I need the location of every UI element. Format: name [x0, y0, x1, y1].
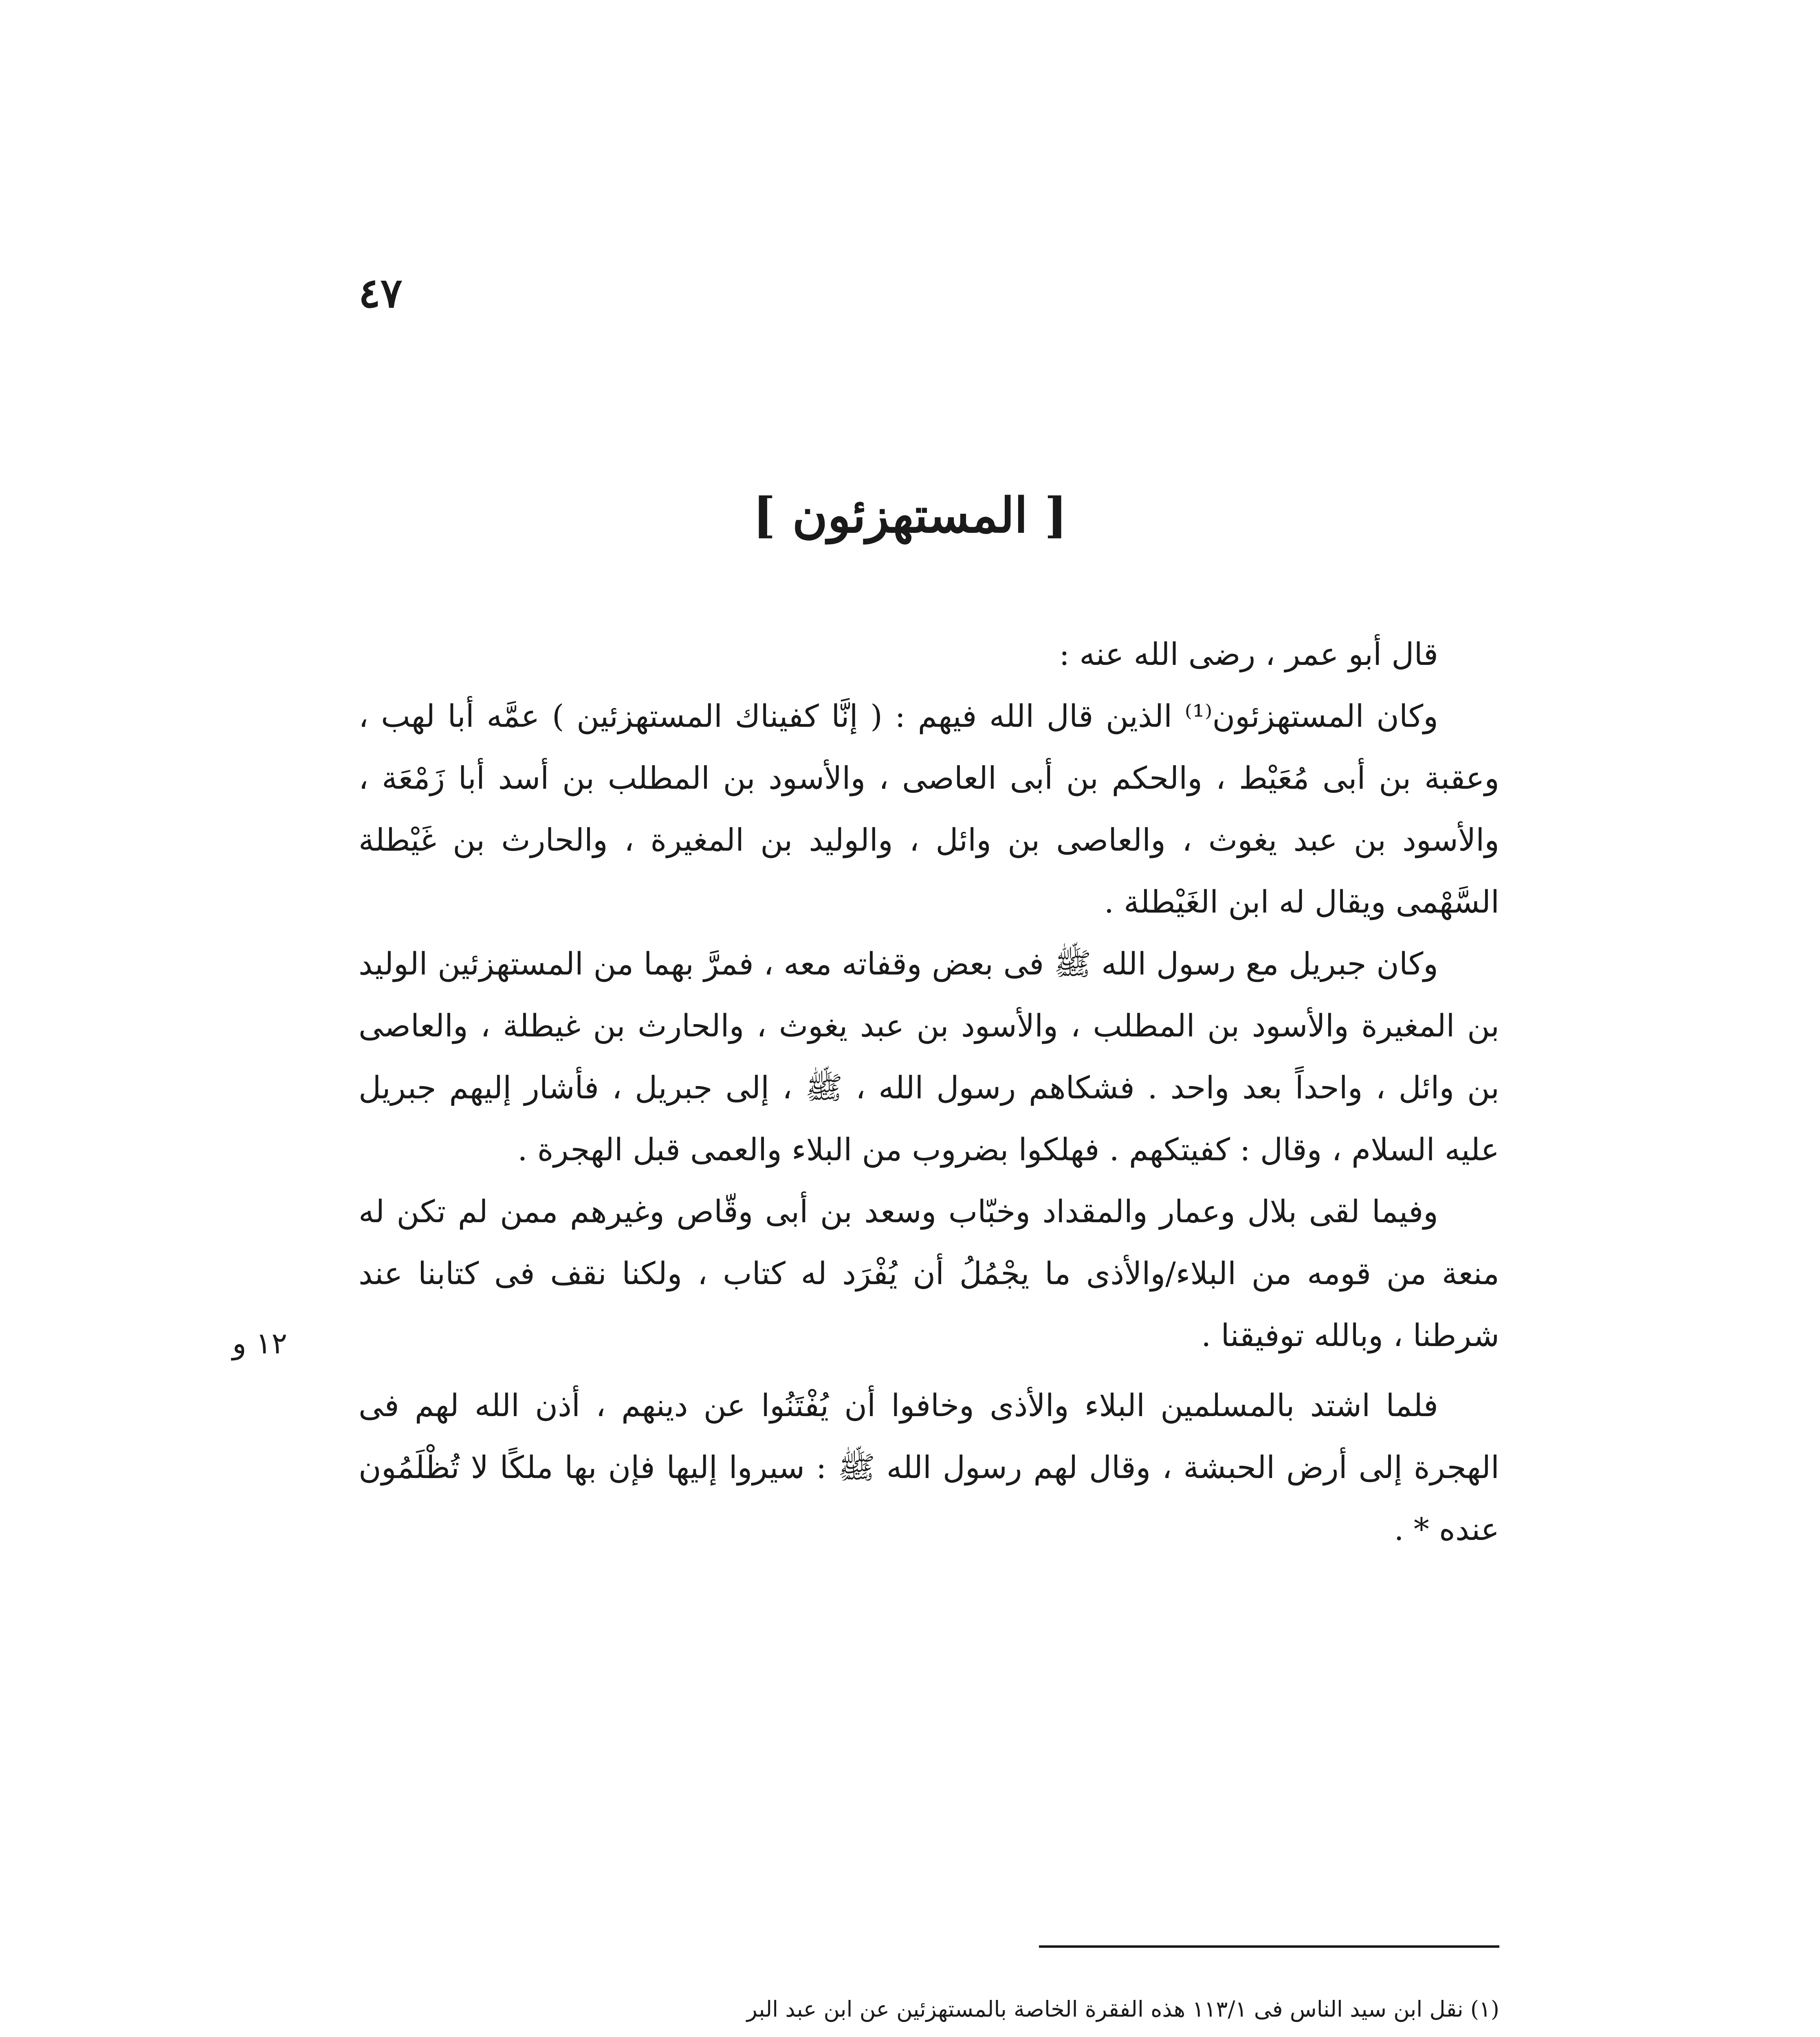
footnote-divider — [1039, 1945, 1499, 1948]
paragraph-intro: قال أبو عمر ، رضى الله عنه : — [1059, 636, 1438, 672]
paragraph-mockers-list: وكان المستهزئون⁽¹⁾ الذين قال الله فيهم : ( إنَّا كفيناك المستهزئين ) عمَّه أبا لهب ، وعقبة بن أبى مُعَيْط ، والحكم بن أبى العاصى ، والأسود بن المطلب بن أسد أبا زَمْعَة ، والأسود بن عبد يغوث ، والعاصى بن وائل ، والوليد بن المغيرة ، والحارث بن غَيْطلة السَّهْمى ويقال له ابن الغَيْطلة . — [359, 698, 1499, 920]
page-number: ٤٧ — [359, 269, 403, 317]
footnotes — [359, 1988, 1499, 2037]
paragraph-hijra-abyssinia: فلما اشتد بالمسلمين البلاء والأذى وخافوا أن يُفْتَنُوا عن دينهم ، أذن الله لهم فى الهجرة إلى أرض الحبشة ، وقال لهم رسول الله ﷺ : سيروا إليها فإن بها ملكًا لا تُظْلَمُون عنده * . — [359, 1387, 1499, 1547]
footnote-1: (١) نقل ابن سيد الناس فى ١١٣/١ هذه الفقرة الخاصة بالمستهزئين عن ابن عبد البر — [746, 1996, 1499, 2022]
body-text — [359, 623, 1499, 1560]
paragraph-persecution: وفيما لقى بلال وعمار والمقداد وخبّاب وسعد بن أبى وقّاص وغيرهم ممن لم تكن له منعة من قومه من البلاء/والأذى ما يجْمُلُ أن يُفْرَد له كتاب ، ولكنا نقف فى كتابنا عند شرطنا ، وبالله توفيقنا . — [359, 1193, 1499, 1353]
margin-folio-note: ١٢ و — [232, 1326, 287, 1360]
section-heading: [ المستهزئون ] — [753, 487, 1067, 543]
paragraph-jibril: وكان جبريل مع رسول الله ﷺ فى بعض وقفاته معه ، فمرَّ بهما من المستهزئين الوليد بن المغيرة والأسود بن المطلب ، والأسود بن عبد يغوث ، والحارث بن غيطلة ، والعاصى بن وائل ، واحداً بعد واحد . فشكاهم رسول الله ، ﷺ ، إلى جبريل ، فأشار إليهم جبريل عليه السلام ، وقال : كفيتكهم . فهلكوا بضروب من البلاء والعمى قبل الهجرة . — [359, 946, 1499, 1168]
